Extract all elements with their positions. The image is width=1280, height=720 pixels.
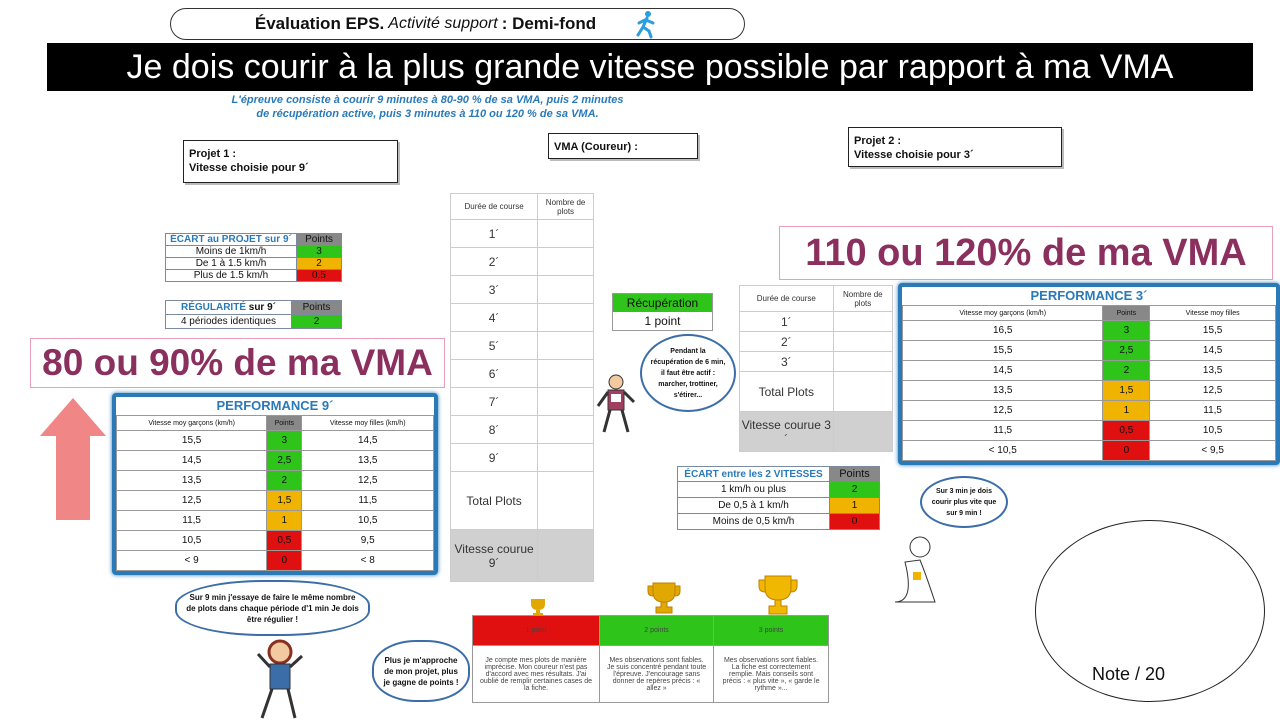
faster-bubble: Sur 3 min je dois courir plus vite que sur 9 min !: [920, 476, 1008, 528]
perf-points: 2: [1103, 361, 1150, 381]
rubric-text: Mes observations sont fiables. La fiche est correctement remplie. Mais conseils sont précis : « plus vite », « garde le rythme »...: [714, 646, 829, 703]
label-80-90: 80 ou 90% de ma VMA: [30, 338, 445, 388]
perf-row: [117, 471, 434, 491]
vitesse-cell[interactable]: [538, 530, 594, 582]
ecart2-cell: 1 km/h ou plus: [678, 482, 830, 498]
perf-header: Vitesse moy filles (km/h): [302, 416, 434, 431]
ecart9-table: [165, 233, 342, 282]
recup-bubble: Pendant la récupération de 6 min, il faut être actif : marcher, trottiner, s'étirer...: [640, 334, 736, 412]
plots-cell[interactable]: [538, 220, 594, 248]
plots-row: [451, 360, 594, 388]
perf-points: 2: [267, 471, 302, 491]
perf-speed: 11,5: [302, 491, 434, 511]
perf-points: 2,5: [1103, 341, 1150, 361]
perf-row: [117, 451, 434, 471]
perf-row: [117, 551, 434, 571]
perf-header: Points: [1103, 306, 1150, 321]
ecart2-points: 2: [830, 482, 880, 498]
plots-row: [451, 220, 594, 248]
minute-label: 6´: [451, 360, 538, 388]
total-plots-label: Total Plots: [740, 372, 834, 412]
minute-label: 9´: [451, 444, 538, 472]
perf-row: [903, 341, 1276, 361]
projet2-title: Projet 2 :: [854, 135, 902, 147]
projet2-box[interactable]: [848, 127, 1062, 167]
projet2-subtitle: Vitesse choisie pour 3´: [854, 149, 974, 161]
plots-row: [451, 248, 594, 276]
perf-speed: < 9,5: [1150, 441, 1276, 461]
minute-label: 7´: [451, 388, 538, 416]
perf-speed: 10,5: [1150, 421, 1276, 441]
minute-label: 4´: [451, 304, 538, 332]
perf-row: [117, 491, 434, 511]
perf-speed: 13,5: [1150, 361, 1276, 381]
perf-speed: 13,5: [903, 381, 1103, 401]
regularite-cell: 4 périodes identiques: [166, 315, 292, 329]
perf-points: 0: [267, 551, 302, 571]
runner-cartoon-icon: [594, 372, 639, 437]
runner-icon: [630, 9, 660, 39]
plots-row: [451, 416, 594, 444]
perf-row: [117, 431, 434, 451]
perf-speed: 12,5: [302, 471, 434, 491]
recup-title: Récupération: [613, 294, 712, 312]
girl-cartoon-icon: [885, 532, 945, 607]
plots-row: [740, 352, 893, 372]
runner-girl-icon: [250, 636, 310, 720]
header-pill: [170, 8, 745, 40]
perf-speed: < 10,5: [903, 441, 1103, 461]
vitesse-cell[interactable]: [833, 412, 892, 452]
perf-points: 1,5: [267, 491, 302, 511]
plots-table-3: [739, 285, 893, 452]
rubric-header: 2 points: [600, 616, 714, 646]
trophy-medium-icon: [647, 582, 681, 614]
col-header: Nombre de plots: [538, 194, 594, 220]
perf-points: 2,5: [267, 451, 302, 471]
performance-9-table: [112, 393, 438, 575]
points-header: Points: [292, 301, 342, 315]
recup-points: 1 point: [644, 314, 681, 328]
perf-header: Vitesse moy filles: [1150, 306, 1276, 321]
perf-points: 3: [267, 431, 302, 451]
label-110-120: 110 ou 120% de ma VMA: [779, 226, 1273, 280]
vma-box[interactable]: [548, 133, 698, 159]
perf-speed: 13,5: [117, 471, 267, 491]
perf-speed: 12,5: [903, 401, 1103, 421]
col-header: Durée de course: [740, 286, 834, 312]
intro-line: L'épreuve consiste à courir 9 minutes à 80-90 % de sa VMA, puis 2 minutes: [231, 94, 624, 106]
perf-row: [903, 381, 1276, 401]
perf-row: [903, 321, 1276, 341]
perf-speed: 12,5: [117, 491, 267, 511]
plots-cell[interactable]: [538, 416, 594, 444]
perf-speed: 11,5: [903, 421, 1103, 441]
perf-speed: 15,5: [903, 341, 1103, 361]
perf-speed: 9,5: [302, 531, 434, 551]
arrow-up-icon: [38, 396, 108, 522]
perf-row: [117, 531, 434, 551]
plots-cell[interactable]: [538, 444, 594, 472]
minute-label: 3´: [740, 352, 834, 372]
perf-points: 1: [1103, 401, 1150, 421]
performance-3-table: [898, 283, 1280, 465]
perf-speed: 12,5: [1150, 381, 1276, 401]
total-plots-label: Total Plots: [451, 472, 538, 530]
perf-points: 0,5: [1103, 421, 1150, 441]
perf-row: [903, 401, 1276, 421]
perf-speed: < 8: [302, 551, 434, 571]
rubric-header: 3 points: [714, 616, 829, 646]
minute-label: 5´: [451, 332, 538, 360]
minute-label: 1´: [451, 220, 538, 248]
ecart9-title: ÉCART au PROJET sur 9´: [166, 234, 297, 246]
header-suffix: : Demi-fond: [501, 14, 597, 33]
perf-points: 1,5: [1103, 381, 1150, 401]
points-header: Points: [297, 234, 342, 246]
perf-speed: 14,5: [117, 451, 267, 471]
vma-label: VMA (Coureur) :: [554, 141, 638, 153]
perf-header-row: [903, 306, 1276, 321]
rubric-table: [472, 615, 829, 703]
ecart9-cell: Moins de 1km/h: [166, 246, 297, 258]
perf-speed: 14,5: [1150, 341, 1276, 361]
perf-points: 0: [1103, 441, 1150, 461]
intro-text: [200, 93, 655, 121]
perf-row: [117, 511, 434, 531]
plots-row: [451, 304, 594, 332]
note-label: Note / 20: [1092, 664, 1166, 684]
ecart9-points: 2: [297, 258, 342, 270]
perf-speed: 15,5: [1150, 321, 1276, 341]
regularite-points: 2: [292, 315, 342, 329]
perf3-title: PERFORMANCE 3´: [1030, 288, 1148, 303]
perf-row: [903, 361, 1276, 381]
perf-speed: 14,5: [903, 361, 1103, 381]
perf-speed: 14,5: [302, 431, 434, 451]
col-header: Durée de course: [451, 194, 538, 220]
ecart2-points: 1: [830, 498, 880, 514]
plots-row: [740, 312, 893, 332]
perf-speed: 16,5: [903, 321, 1103, 341]
regular-bubble: Sur 9 min j'essaye de faire le même nombre de plots dans chaque période d'1 min Je dois être régulier !: [175, 580, 370, 636]
perf-header: Vitesse moy garçons (km/h): [903, 306, 1103, 321]
perf-points: 3: [1103, 321, 1150, 341]
perf-speed: 15,5: [117, 431, 267, 451]
ecart9-points: 3: [297, 246, 342, 258]
header-prefix: Évaluation EPS.: [254, 14, 385, 33]
ecart2-cell: Moins de 0,5 km/h: [678, 514, 830, 530]
projet1-title: Projet 1 :: [189, 148, 237, 160]
perf9-title: PERFORMANCE 9´: [216, 398, 334, 413]
perf-speed: 11,5: [1150, 401, 1276, 421]
banner-title: Je dois courir à la plus grande vitesse possible par rapport à ma VMA: [47, 43, 1253, 91]
plots-cell[interactable]: [538, 304, 594, 332]
vitesse-label: Vitesse courue 3´: [740, 412, 834, 452]
ecart9-points: 0.5: [297, 270, 342, 282]
plots-cell[interactable]: [833, 352, 892, 372]
minute-label: 2´: [740, 332, 834, 352]
ecart2-cell: De 0,5 à 1 km/h: [678, 498, 830, 514]
plots-row: [451, 444, 594, 472]
perf-row: [903, 441, 1276, 461]
ecart2-points: 0: [830, 514, 880, 530]
total-plots-cell[interactable]: [833, 372, 892, 412]
plots-row: [451, 332, 594, 360]
perf-speed: 11,5: [117, 511, 267, 531]
perf-speed: 10,5: [117, 531, 267, 551]
plots-row: [451, 388, 594, 416]
header-activity: Activité support: [388, 15, 498, 32]
projet-bubble: Plus je m'approche de mon projet, plus je gagne de points !: [372, 640, 470, 702]
minute-label: 1´: [740, 312, 834, 332]
plots-cell[interactable]: [833, 332, 892, 352]
perf-points: 0,5: [267, 531, 302, 551]
perf-speed: 10,5: [302, 511, 434, 531]
regularite-table: [165, 300, 342, 329]
plots-cell[interactable]: [538, 248, 594, 276]
ecart9-cell: De 1 à 1.5 km/h: [166, 258, 297, 270]
plots-table-9: [450, 193, 594, 582]
rubric-text: Je compte mes plots de manière imprécise. Mon coureur n'est pas d'accord avec mes résultats. J'ai oublié de remplir certaines cases de la fiche.: [473, 646, 600, 703]
minute-label: 2´: [451, 248, 538, 276]
perf-header: Points: [267, 416, 302, 431]
col-header: Nombre de plots: [833, 286, 892, 312]
plots-cell[interactable]: [538, 360, 594, 388]
rubric-text: Mes observations sont fiables. Je suis concentré pendant toute l'épreuve. J'encourage sans donner de repères précis : « allez »: [600, 646, 714, 703]
rubric-header: 1 point: [473, 616, 600, 646]
perf-speed: < 9: [117, 551, 267, 571]
perf-header-row: [117, 416, 434, 431]
intro-line: de récupération active, puis 3 minutes à 110 ou 120 % de sa VMA.: [256, 108, 599, 120]
trophy-large-icon: [758, 575, 798, 615]
minute-label: 3´: [451, 276, 538, 304]
regularite-title: RÉGULARITÉ sur 9´: [166, 301, 292, 315]
trophy-small-icon: [527, 598, 549, 616]
plots-cell[interactable]: [538, 276, 594, 304]
total-plots-cell[interactable]: [538, 472, 594, 530]
perf-points: 1: [267, 511, 302, 531]
perf-row: [903, 421, 1276, 441]
ecart2-title: ÉCART entre les 2 VITESSES: [678, 467, 830, 482]
recup-box: [612, 293, 713, 331]
ecart2-table: [677, 466, 880, 530]
plots-row: [740, 332, 893, 352]
projet1-subtitle: Vitesse choisie pour 9´: [189, 162, 309, 174]
minute-label: 8´: [451, 416, 538, 444]
plots-cell[interactable]: [538, 388, 594, 416]
plots-cell[interactable]: [538, 332, 594, 360]
perf-speed: 13,5: [302, 451, 434, 471]
plots-cell[interactable]: [833, 312, 892, 332]
vitesse-label: Vitesse courue 9´: [451, 530, 538, 582]
ecart9-cell: Plus de 1.5 km/h: [166, 270, 297, 282]
points-header: Points: [830, 467, 880, 482]
plots-row: [451, 276, 594, 304]
perf-header: Vitesse moy garçons (km/h): [117, 416, 267, 431]
projet1-box[interactable]: [183, 140, 398, 183]
